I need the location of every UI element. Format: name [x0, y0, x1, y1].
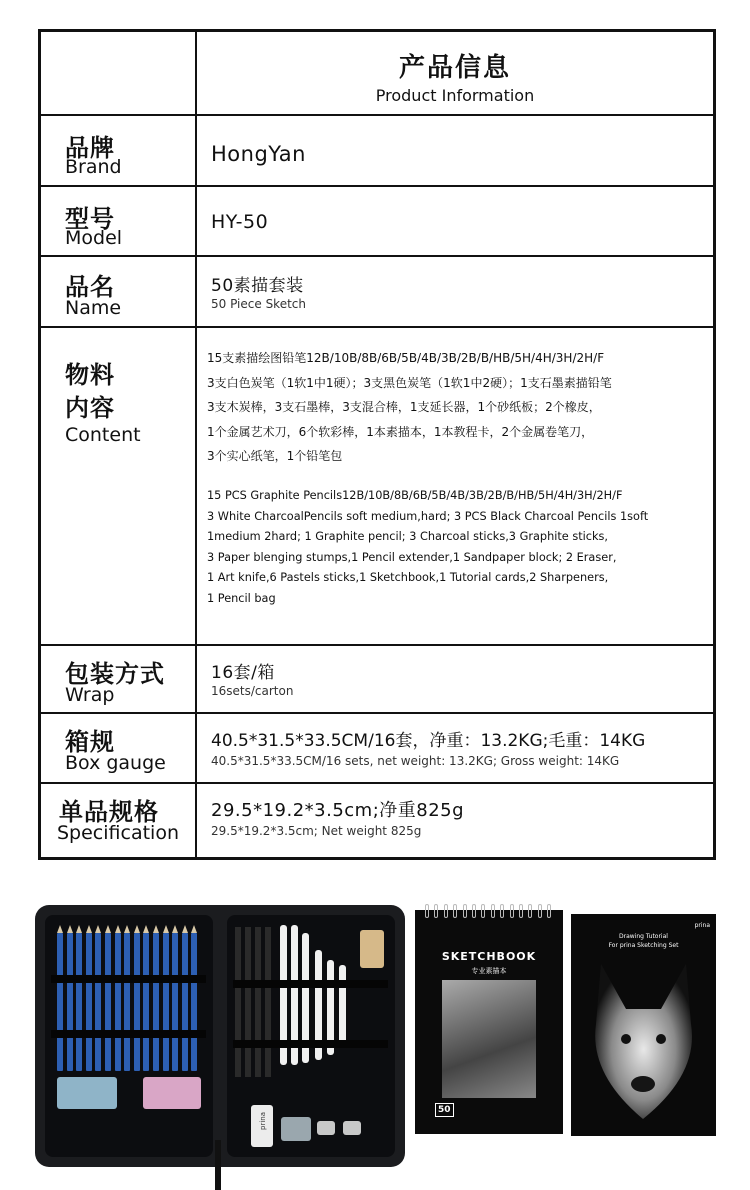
sandpaper-block — [360, 930, 384, 968]
graphite-pencil — [57, 933, 63, 1071]
brand-label-en: Brand — [65, 156, 122, 178]
sketchbook-subtitle: 专业素描本 — [471, 967, 507, 975]
content-label-en: Content — [65, 424, 141, 446]
name-value: 50素描套装 — [211, 276, 304, 296]
content-row — [41, 328, 713, 646]
model-label-en: Model — [65, 227, 123, 249]
spiral-ring — [528, 904, 532, 918]
header-title-zh: 产品信息 — [398, 53, 511, 83]
specification-value: 29.5*19.2*3.5cm;净重825g — [211, 800, 465, 821]
spiral-ring — [491, 904, 495, 918]
zipper-pull — [215, 1140, 221, 1190]
specification-value-sub: 29.5*19.2*3.5cm; Net weight 825g — [211, 824, 422, 838]
graphite-pencil — [163, 933, 169, 1071]
charcoal-pencil — [265, 927, 271, 1077]
content-zh-line: 3支木炭棒，3支石墨棒，3支混合棒，1支延长器，1个砂纸板；2个橡皮， — [207, 400, 601, 415]
sketchbook-cover-image — [442, 980, 536, 1098]
box-gauge-row — [41, 714, 713, 784]
wrap-label-zh: 包装方式 — [65, 660, 165, 688]
graphite-pencil — [182, 933, 188, 1071]
wrap-label-en: Wrap — [65, 684, 115, 706]
content-en-line: 3 White CharcoalPencils soft medium,hard; 3 PCS Black Charcoal Pencils 1soft — [207, 509, 649, 523]
brand-value: HongYan — [211, 142, 306, 166]
spiral-ring — [472, 904, 476, 918]
brand-row — [41, 116, 713, 187]
tutorial-title-line: For prina Sketching Set — [608, 942, 679, 949]
graphite-pencil — [76, 933, 82, 1071]
charcoal-pencil — [235, 927, 241, 1077]
specification-label-en: Specification — [57, 822, 179, 844]
wrap-row — [41, 646, 713, 714]
graphite-pencil — [86, 933, 92, 1071]
box-gauge-value: 40.5*31.5*33.5CM/16套，净重：13.2KG;毛重：14KG — [211, 731, 646, 751]
tutorial-card — [571, 914, 716, 1136]
content-en-line: 15 PCS Graphite Pencils12B/10B/8B/6B/5B/4B/3B/2B/B/HB/5H/4H/3H/2H/F — [207, 489, 623, 502]
tutorial-brand: prina — [694, 922, 710, 929]
spiral-ring — [444, 904, 448, 918]
graphite-pencil — [172, 933, 178, 1071]
pastel-box — [57, 1077, 117, 1109]
wrap-value: 16套/箱 — [211, 663, 275, 683]
content-zh-line: 15支素描绘图铅笔12B/10B/8B/6B/5B/4B/3B/2B/B/HB/5H/4H/3H/2H/F — [207, 351, 605, 365]
sketchbook-pages-badge: 50 — [435, 1103, 454, 1117]
eraser — [251, 1105, 273, 1147]
content-label-zh-1: 物料 — [65, 361, 115, 389]
name-label-zh: 品名 — [65, 273, 115, 301]
model-label-zh: 型号 — [65, 205, 115, 233]
box-gauge-label-en: Box gauge — [65, 752, 166, 774]
spiral-ring — [481, 904, 485, 918]
spiral-ring — [547, 904, 551, 918]
product-photo — [0, 880, 750, 1190]
spiral-ring — [519, 904, 523, 918]
spiral-ring — [538, 904, 542, 918]
specification-label-zh: 单品规格 — [59, 798, 159, 826]
spiral-ring — [500, 904, 504, 918]
graphite-pencil — [95, 933, 101, 1071]
content-zh-line: 1个金属艺术刀，6个软彩棒，1本素描本，1本教程卡，2个金属卷笔刀， — [207, 424, 594, 439]
specification-row — [41, 784, 713, 857]
pastel-box — [143, 1077, 201, 1109]
graphite-pencil — [143, 933, 149, 1071]
content-zh-line: 3个实心纸笔，1个铅笔包 — [207, 449, 343, 464]
name-label-en: Name — [65, 297, 122, 319]
content-label-zh-2: 内容 — [65, 394, 115, 422]
graphite-pencil — [115, 933, 121, 1071]
wolf-drawing — [581, 954, 706, 1124]
graphite-pencil — [153, 933, 159, 1071]
eraser-brand-label: prina — [259, 1112, 267, 1130]
spiral-ring — [463, 904, 467, 918]
tutorial-title — [571, 932, 716, 950]
tutorial-title-line: Drawing Tutorial — [619, 933, 668, 940]
pencil-case — [35, 905, 405, 1167]
box-gauge-label-zh: 箱规 — [65, 728, 115, 756]
spiral-ring — [453, 904, 457, 918]
box-gauge-value-sub: 40.5*31.5*33.5CM/16 sets, net weight: 13.2KG; Gross weight: 14KG — [211, 754, 620, 768]
graphite-pencil — [67, 933, 73, 1071]
product-info-table — [38, 29, 716, 860]
table-header-row — [41, 32, 713, 116]
charcoal-pencil — [245, 927, 251, 1077]
content-en-line: 3 Paper blenging stumps,1 Pencil extender,1 Sandpaper block; 2 Eraser, — [207, 550, 617, 564]
sketchbook-title: SKETCHBOOK — [441, 950, 537, 963]
model-value: HY-50 — [211, 211, 269, 233]
content-zh-text — [207, 346, 612, 469]
sharpener — [343, 1121, 361, 1135]
brand-label-zh: 品牌 — [65, 134, 115, 162]
content-en-line: 1medium 2hard; 1 Graphite pencil; 3 Charcoal sticks,3 Graphite sticks, — [207, 530, 609, 544]
spiral-ring — [425, 904, 429, 918]
model-row — [41, 187, 713, 257]
header-title-en: Product Information — [375, 86, 535, 105]
charcoal-pencil — [255, 927, 261, 1077]
content-zh-line: 3支白色炭笔（1软1中1硬）；3支黑色炭笔（1软1中2硬）；1支石墨素描铅笔 — [207, 375, 612, 390]
wrap-value-sub: 16sets/carton — [211, 684, 294, 698]
kneaded-eraser — [281, 1117, 311, 1141]
content-en-text — [207, 486, 648, 610]
content-en-line: 1 Art knife,6 Pastels sticks,1 Sketchbook,1 Tutorial cards,2 Sharpeners, — [207, 571, 609, 585]
spiral-ring — [510, 904, 514, 918]
graphite-pencil — [124, 933, 130, 1071]
sharpener — [317, 1121, 335, 1135]
name-value-sub: 50 Piece Sketch — [211, 297, 306, 311]
graphite-pencil — [191, 933, 197, 1071]
blending-stump — [339, 965, 346, 1045]
name-row — [41, 257, 713, 328]
content-en-line: 1 Pencil bag — [207, 591, 276, 605]
sketchbook — [415, 910, 563, 1134]
spiral-ring — [434, 904, 438, 918]
graphite-pencil — [134, 933, 140, 1071]
graphite-pencil — [105, 933, 111, 1071]
